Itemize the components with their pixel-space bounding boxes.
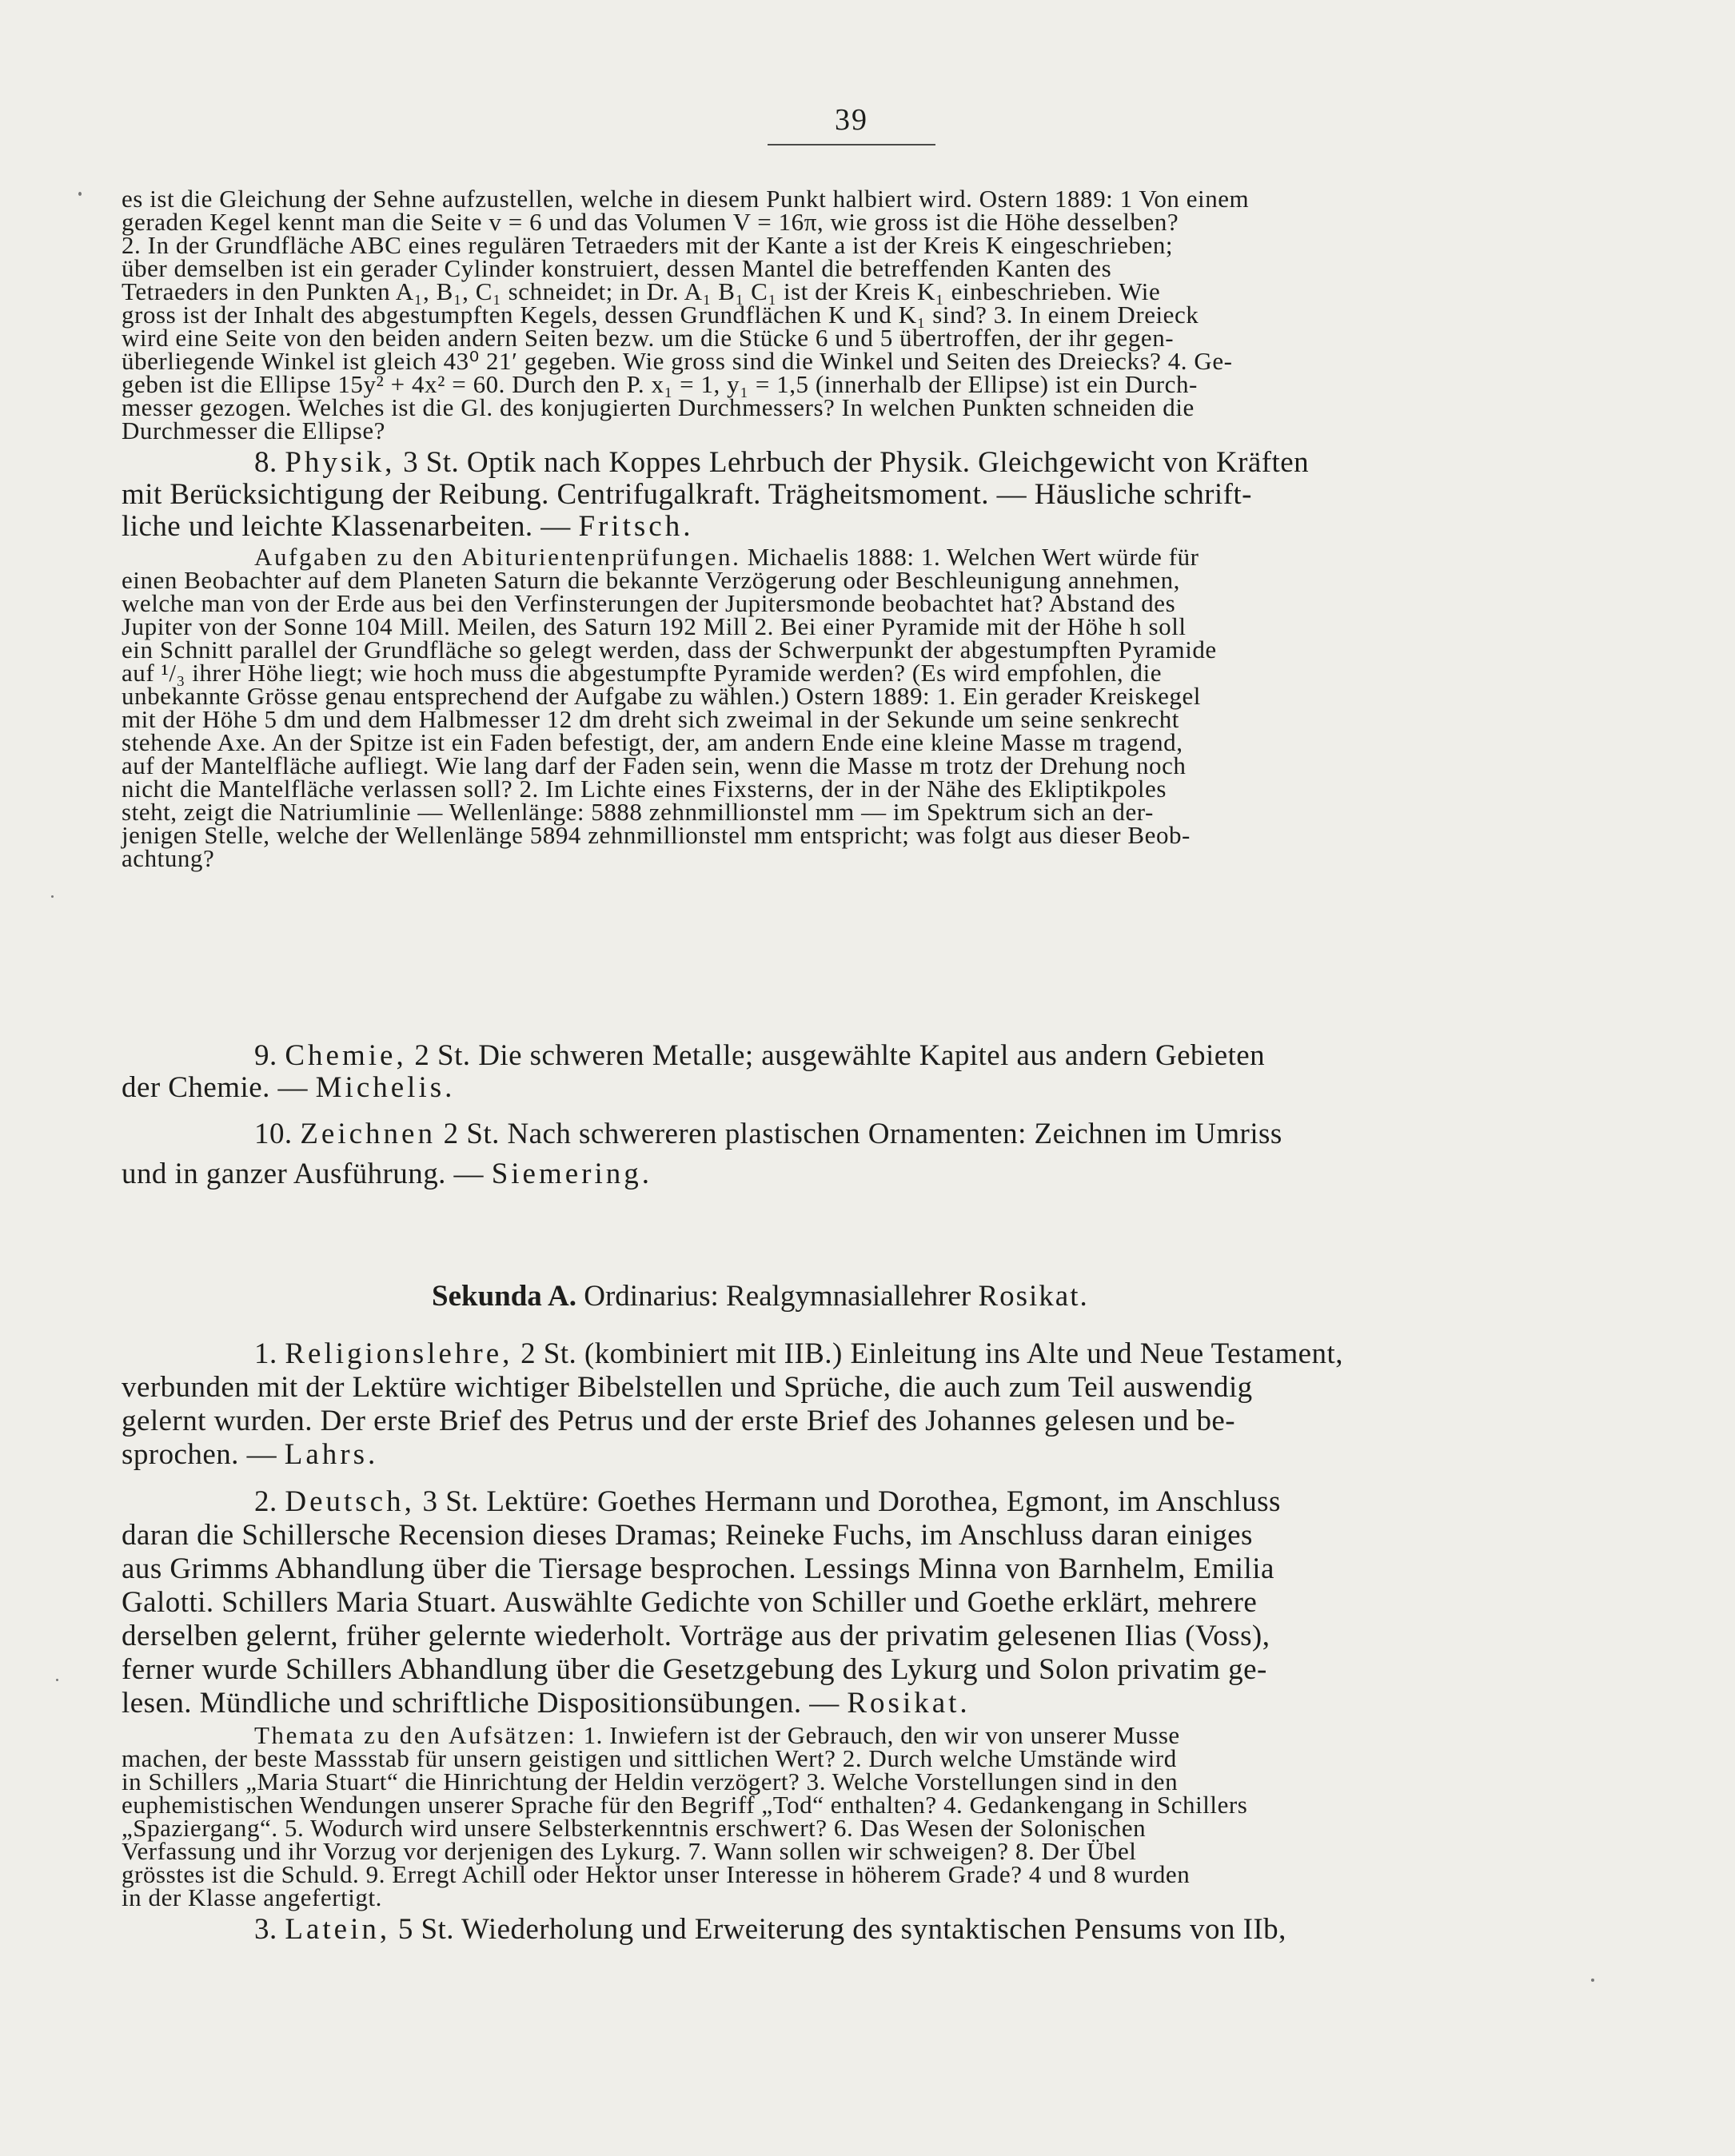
class-name: Sekunda A. [432,1280,576,1313]
subject-title: Deutsch, [285,1485,415,1518]
text-line: welche man von der Erde aus bei den Verfinsterungen der Jupitersmonde beobachtet hat? Abstand des [122,589,1176,617]
text-line: jenigen Stelle, welche der Wellenlänge 5894 zehnmillionstel mm entspricht; was folgt aus dieser Beob- [122,821,1191,849]
text-line: Galotti. Schillers Maria Stuart. Auswählte Gedichte von Schiller und Goethe erklärt, mehrere [122,1586,1258,1619]
aufgaben-label: Aufgaben zu den Abiturientenprüfungen. [254,543,741,571]
text-line: auf ¹/₃ ihrer Höhe liegt; wie hoch muss die abgestumpfte Pyramide werden? (Es wird empfohlen, die [122,659,1163,687]
text-line: Verfassung und ihr Vorzug vor derjenigen des Lykurg. 7. Wann sollen wir schweigen? 8. Der Übel [122,1837,1137,1865]
section-number: 3. [254,1913,277,1946]
subject-title: Physik, [285,446,396,479]
text-line: aus Grimms Abhandlung über die Tiersage besprochen. Lessings Minna von Barnhelm, Emilia [122,1552,1274,1585]
text-line: machen, der beste Massstab für unsern geistigen und sittlichen Wert? 2. Durch welche Umstände wird [122,1744,1177,1772]
section-chemie-first-line [254,1041,1265,1070]
text-line: mit Berücksichtigung der Reibung. Centrifugalkraft. Trägheitsmoment. — Häusliche schrift- [122,478,1252,511]
subject-title: Chemie, [285,1039,407,1072]
text-line: geraden Kegel kennt man die Seite v = 6 und das Volumen V = 16π, wie gross ist die Höhe desselben? [122,208,1179,236]
section-number: 10. [254,1118,293,1150]
subject-title: Zeichnen [300,1118,436,1150]
text-line: nicht die Mantelfläche verlassen soll? 2. Im Lichte eines Fixsterns, der in der Nähe des Ekliptikpoles [122,775,1167,803]
text-run: 5 St. Wiederholung und Erweiterung des syntaktischen Pensums von IIb, [390,1913,1286,1946]
text-line: in der Klasse angefertigt. [122,1883,382,1911]
text-run: und in ganzer Ausführung. — [122,1158,492,1190]
text-line: es ist die Gleichung der Sehne aufzustellen, welche in diesem Punkt halbiert wird. Ostern 1889: 1 Von einem [122,185,1250,213]
text-line: derselben gelernt, früher gelernte wiederholt. Vorträge aus der privatim gelesenen Ilias (Voss), [122,1620,1270,1652]
text-line: Tetraeders in den Punkten A₁, B₁, C₁ schneidet; in Dr. A₁ B₁ C₁ ist der Kreis K₁ einbeschrieben. Wie [122,277,1161,305]
text-line: geben ist die Ellipse 15y² + 4x² = 60. Durch den P. x₁ = 1, y₁ = 1,5 (innerhalb der Ellipse) ist ein Durch- [122,370,1198,398]
text-line: unbekannte Grösse genau entsprechend der Aufgabe zu wählen.) Ostern 1889: 1. Ein gerader Kreiskegel [122,682,1201,710]
text-run: der Chemie. — [122,1071,316,1104]
subject-title: Latein, [285,1913,391,1946]
text-line: 2. In der Grundfläche ABC eines regulären Tetraeders mit der Kante a ist der Kreis K eingeschrieben; [122,231,1174,259]
section-number: 9. [254,1039,277,1072]
section-number: 1. [254,1337,277,1370]
text-run: 3 St. Lektüre: Goethes Hermann und Dorothea, Egmont, im Anschluss [414,1485,1281,1518]
text-line: daran die Schillersche Recension dieses Dramas; Reineke Fuchs, im Anschluss daran einiges [122,1519,1253,1552]
page-number-rule [768,144,935,145]
text-run: Michaelis 1888: 1. Welchen Wert würde für [740,543,1199,571]
text-line: ferner wurde Schillers Abhandlung über die Gesetzgebung des Lykurg und Solon privatim ge- [122,1653,1267,1686]
page-number: 39 [835,103,868,137]
text-line: über demselben ist ein gerader Cylinder konstruiert, dessen Mantel die betreffenden Kanten des [122,254,1112,282]
section-deutsch-last-line [122,1688,971,1718]
class-heading [432,1279,1311,1313]
text-line: überliegende Winkel ist gleich 43⁰ 21′ gegeben. Wie gross sind die Winkel und Seiten des Dreiecks? 4. Ge- [122,347,1233,375]
section-zeichnen-first-line [254,1119,1282,1149]
text-line: messer gezogen. Welches ist die Gl. des konjugierten Durchmessers? In welchen Punkten schneiden die [122,393,1195,421]
text-line: ein Schnitt parallel der Grundfläche so gelegt werden, dass der Schwerpunkt der abgestumpften Pyramide [122,636,1217,664]
text-line: mit der Höhe 5 dm und dem Halbmesser 12 dm dreht sich zweimal in der Sekunde um seine senkrecht [122,705,1179,733]
text-line: Durchmesser die Ellipse? [122,416,385,444]
scan-speck [1591,1979,1594,1982]
text-line: einen Beobachter auf dem Planeten Saturn die bekannte Verzögerung oder Beschleunigung annehmen, [122,566,1180,594]
teacher-name: Lahrs. [284,1438,379,1471]
subject-title: Religionslehre, [285,1337,513,1370]
scan-speck [56,1679,58,1681]
text-line: wird eine Seite von den beiden andern Seiten bezw. um die Stücke 6 und 5 übertroffen, der ihr gegen- [122,324,1175,352]
text-run: 2 St. (kombiniert mit IIB.) Einleitung ins Alte und Neue Testament, [513,1337,1343,1370]
text-line: euphemistischen Wendungen unserer Sprache für den Begriff „Tod“ enthalten? 4. Gedankengang in Schillers [122,1791,1248,1819]
themata-label: Themata zu den Aufsätzen: [254,1721,577,1749]
section-religion-last-line [122,1440,378,1469]
text-run: liche und leichte Klassenarbeiten. — [122,510,579,543]
text-line: stehende Axe. An der Spitze ist ein Faden befestigt, der, am andern Ende eine kleine Masse m tragend, [122,728,1183,756]
text-line: Jupiter von der Sonne 104 Mill. Meilen, des Saturn 192 Mill 2. Bei einer Pyramide mit der Höhe h soll [122,612,1187,640]
section-number: 2. [254,1485,277,1518]
scan-speck [51,895,54,898]
text-line: verbunden mit der Lektüre wichtiger Bibelstellen und Sprüche, die auch zum Teil auswendig [122,1371,1253,1404]
teacher-name: Michelis. [315,1071,456,1104]
text-line: achtung? [122,844,215,872]
section-physik-last-line [122,512,693,541]
teacher-name: Rosikat. [847,1687,971,1720]
text-line: auf der Mantelfläche aufliegt. Wie lang darf der Faden sein, wenn die Masse m trotz der Drehung noch [122,751,1187,779]
text-run: 2 St. Nach schwereren plastischen Ornamenten: Zeichnen im Umriss [435,1118,1282,1150]
section-deutsch-first-line [254,1487,1281,1516]
text-line: gross ist der Inhalt des abgestumpften Kegels, dessen Grundflächen K und K₁ sind? 3. In einem Dreieck [122,301,1199,329]
text-run: 2 St. Die schweren Metalle; ausgewählte Kapitel aus andern Gebieten [406,1039,1266,1072]
section-number: 8. [254,446,277,479]
text-run: Ordinarius: Realgymnasiallehrer [576,1280,979,1313]
scan-speck [78,192,82,196]
section-physik-first-line [254,448,1309,477]
section-religion-first-line [254,1339,1343,1369]
section-zeichnen-last-line [122,1159,652,1189]
text-line: steht, zeigt die Natriumlinie — Wellenlänge: 5888 zehnmillionstel mm — im Spektrum sich an der- [122,798,1154,826]
text-run: lesen. Mündliche und schriftliche Dispositionsübungen. — [122,1687,848,1720]
ordinarius-name: Rosikat. [978,1280,1089,1313]
text-line: gelernt wurden. Der erste Brief des Petrus und der erste Brief des Johannes gelesen und be- [122,1405,1236,1437]
section-latein-first-line [254,1915,1286,1944]
text-line: „Spaziergang“. 5. Wodurch wird unsere Selbsterkenntnis erschwert? 6. Das Wesen der Solonischen [122,1814,1147,1842]
text-line: in Schillers „Maria Stuart“ die Hinrichtung der Heldin verzögert? 3. Welche Vorstellungen sind in den [122,1767,1179,1795]
text-run: sprochen. — [122,1438,285,1471]
text-line: grösstes ist die Schuld. 9. Erregt Achill oder Hektor unser Interesse in höherem Grade? 4 und 8 wurden [122,1860,1191,1888]
text-run: 3 St. Optik nach Koppes Lehrbuch der Physik. Gleichgewicht von Kräften [395,446,1310,479]
section-chemie-last-line [122,1073,455,1102]
teacher-name: Siemering. [491,1158,653,1190]
teacher-name: Fritsch. [578,510,694,543]
text-run: 1. Inwiefern ist der Gebrauch, den wir von unserer Musse [576,1721,1180,1749]
